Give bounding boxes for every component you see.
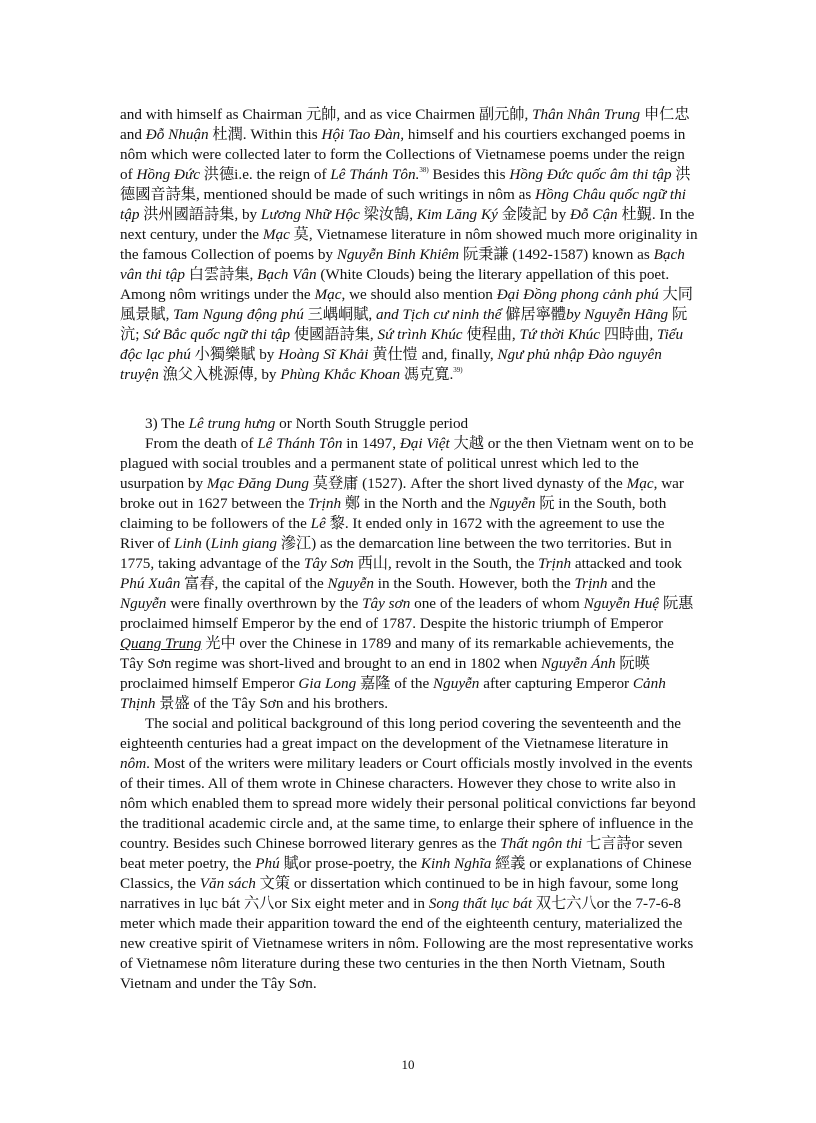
text-run: 富春, the capital of the [180,575,328,592]
text-run: 阮沆; [120,306,688,343]
text-run: The social and political background of this long period covering the seventeenth and the eighteenth centuries had a great impact on the development of the Vietnamese literature in [120,715,682,752]
text-run: and the [607,575,656,592]
text-run: 杜覲. In the next century, under the [120,206,695,243]
italic-term: Phùng Khắc Khoan [280,366,401,383]
italic-term: Lê Thánh Tôn. [330,166,420,183]
paragraph-social-background [120,714,700,994]
italic-term: Đại Đồng phong cảnh phú [496,286,659,303]
text-run: Besides this [428,166,510,183]
text-run: 阮 in the South, both claiming to be followers of the [120,495,667,532]
text-run: 四時曲, [600,326,657,343]
text-run: himself and his courtiers exchanged poems in nôm which were collected later to form the Collections of Vietnamese poems under the reign of [120,126,686,183]
italic-term: Nguyễn Huệ [583,595,660,612]
text-run: 申仁忠 [643,106,690,123]
text-run: 大越 or the then Vietnam went on to be plagued with social troubles and a permanent state of political unrest which led to the usurpation by [120,435,694,492]
text-run: From the death of [145,435,258,452]
italic-term: Gia Long [298,675,357,692]
paragraph-hong-duc [120,105,700,385]
text-run: 3) The [145,415,189,432]
italic-term: Đỗ Cận [569,206,618,223]
italic-term: Phú [255,855,280,872]
footnote-ref: 39) [453,366,463,374]
italic-term: Mạc [626,475,654,492]
text-run: 光中 over the Chinese in 1789 and many of its remarkable achievements, the Tây Sơn regime was short-lived and brought to an end in 1802 when [120,635,674,672]
italic-term: Nguyễn [327,575,374,592]
italic-term: Phú Xuân [120,575,181,592]
text-run: 使國語詩集, [290,326,378,343]
text-run: 黎. It ended only in 1672 with the agreement to use the River of [120,515,665,552]
text-run: 文策 or dissertation which continued to be in high favour, some long narratives in lục bát 六八or Six eight meter and in [120,875,679,912]
text-run: 莫, Vietnamese literature in nôm showed much more originality in the famous Collection of poems by [120,226,698,263]
italic-term: Hồng Đức [136,166,200,183]
text-run: , war broke out in 1627 between the [120,475,684,512]
text-run: , we should also mention [341,286,497,303]
text-run: 阮暎 proclaimed himself Emperor [120,655,650,692]
italic-term: Lê [310,515,326,532]
text-run: and with himself as Chairman [120,106,307,123]
text-run: 阮惠 proclaimed himself Emperor by the end of 1787. Despite the historic triumph of Emperor [120,595,694,632]
italic-term: Linh giang [210,535,277,552]
text-run: 阮秉謙 (1492-1587) known as [459,246,654,263]
italic-term: Lê trung hưng [188,415,276,432]
text-run: (White Clouds) being the literary appellation of this poet. Among nôm writings under the [120,266,670,303]
page-number: 10 [401,1057,415,1072]
text-run: 洪州國語詩集, by [139,206,261,223]
text-run: 七言詩or seven beat meter poetry, the [120,835,683,872]
italic-term: Nguyễn Ánh [540,655,616,672]
text-run: , [524,106,533,123]
text-run: 洪德i.e. the reign of [200,166,331,183]
italic-term: Nguyễn [489,495,536,512]
italic-term: nôm [120,755,147,772]
italic-term: Hồng Đức quốc âm thi tập [509,166,672,183]
text-run: 大同風景賦, [120,286,693,323]
text-run: 金陵記 by [497,206,570,223]
text-run: , and as vice Chairmen [336,106,479,123]
italic-term: Linh [174,535,202,552]
italic-term: Thất ngôn thi [500,835,583,852]
text-run: 元帥 [306,106,337,123]
text-run: in the South. However, both the [373,575,575,592]
italic-term: Hoàng Sĩ Khải [278,346,369,363]
italic-term: Tứ thời Khúc [519,326,601,343]
text-run: . Most of the writers were military leaders or Court officials mostly involved in the events of their times. All of them wrote in Chinese characters. However they chose to write also in nôm which enabled them to spread more widely their personal political convictions far beyond the traditional academic circle and, at the same time, to enlarge their sphere of influence in the country. Besides such Chinese borrowed literary genres as the [120,755,696,852]
text-run: one of the leaders of whom [410,595,584,612]
text-run: 景盛 of the Tây Sơn and his brothers. [155,695,389,712]
paragraph-history [120,434,700,714]
italic-term: Tam Ngung động phú [173,306,304,323]
italic-term: Mạc [262,226,290,243]
text-run: 漁父入桃源傳, by [158,366,281,383]
italic-term: Tây Sơn [303,555,354,572]
italic-term: Tây sơn [362,595,411,612]
italic-term: Trịnh [538,555,572,572]
footnote-ref: 38) [419,166,429,174]
text-run: 賦or prose-poetry, the [279,855,421,872]
italic-term: Quang Trung [120,635,202,652]
italic-term: Tiểu độc lạc phú [120,326,684,363]
paragraph-block-le-trung-hung [120,414,700,994]
italic-term: Sứ trình Khúc [377,326,463,343]
italic-term: Nguyễn [120,595,167,612]
italic-term: Kinh Nghĩa [420,855,492,872]
italic-term: Kim Lăng Ký [416,206,498,223]
text-run: 僻居寧體 [501,306,567,323]
italic-term: Đại Việt [399,435,450,452]
text-run: attacked and took [571,555,682,572]
italic-term: Mạc [314,286,342,303]
text-run: 双七六八or the 7-7-6-8 meter which made their apparition toward the end of the eighteenth century, materialized the new creative spirit of Vietnamese writers in nôm. Following are the most representative works of Vietnamese nôm literature during these two centuries in the then North Vietnam, South Vietnam and under the Tây Sơn. [120,895,694,992]
text-run: 使程曲, [462,326,520,343]
italic-term: Trịnh [308,495,342,512]
text-run: 黄仕愷 and, finally, [368,346,498,363]
text-run: ( [201,535,211,552]
section-heading-le-trung-hung [120,414,700,434]
text-run: 洪德國音詩集, mentioned should be made of such writings in nôm as [120,166,691,203]
italic-term: Đỗ Nhuận [145,126,209,143]
text-run: or North South Struggle period [275,415,469,432]
text-run: 滲江) as the demarcation line between the two territories. But in 1775, taking advantage of the [120,535,672,572]
italic-term: Sứ Bắc quốc ngữ thi tập [143,326,291,343]
text-run: 三嵎峒賦, [303,306,376,323]
italic-term: by Nguyễn Hãng [566,306,669,323]
italic-term: Nguyễn Bỉnh Khiêm [336,246,460,263]
italic-term: Mạc Đăng Dung [206,475,309,492]
italic-term: and Tịch cư ninh thể [375,306,502,323]
text-run: in 1497, [342,435,400,452]
text-run: after capturing Emperor [479,675,633,692]
italic-term: Thân Nhân Trung [532,106,641,123]
italic-term: Trịnh [574,575,608,592]
italic-term: Bạch vân thi tập [120,246,685,283]
text-run: 白雲詩集, [184,266,258,283]
italic-term: Nguyễn [433,675,480,692]
italic-term: Hồng Châu quốc ngữ thi tập [120,186,686,223]
text-run: and [120,126,146,143]
italic-term: Song thất lục bát [428,895,533,912]
text-run: 副元帥 [478,106,525,123]
italic-term: Bạch Vân [257,266,317,283]
text-run: were finally overthrown by the [166,595,363,612]
text-run: 莫登庸 (1527). After the short lived dynasty of the [308,475,627,492]
italic-term: Lương Nhữ Hộc [260,206,360,223]
italic-term: Ngư phủ nhập Đào nguyên truyện [120,346,662,383]
text-run: 馮克寬. [400,366,454,383]
text-run: 經義 or explanations of Chinese Classics, the [120,855,692,892]
text-run: 西山, revolt in the South, the [353,555,539,572]
text-run: 小獨樂賦 by [190,346,279,363]
paragraph-block-literature [120,105,700,385]
italic-term: Hội Tao Đàn, [321,126,405,143]
italic-term: Cảnh Thịnh [120,675,666,712]
text-run: 梁汝鵠, [359,206,417,223]
text-run: 鄭 in the North and the [341,495,490,512]
italic-term: Văn sách [199,875,256,892]
text-run: 杜潤. Within this [208,126,322,143]
text-run: 嘉隆 of the [356,675,433,692]
italic-term: Lê Thánh Tôn [257,435,343,452]
